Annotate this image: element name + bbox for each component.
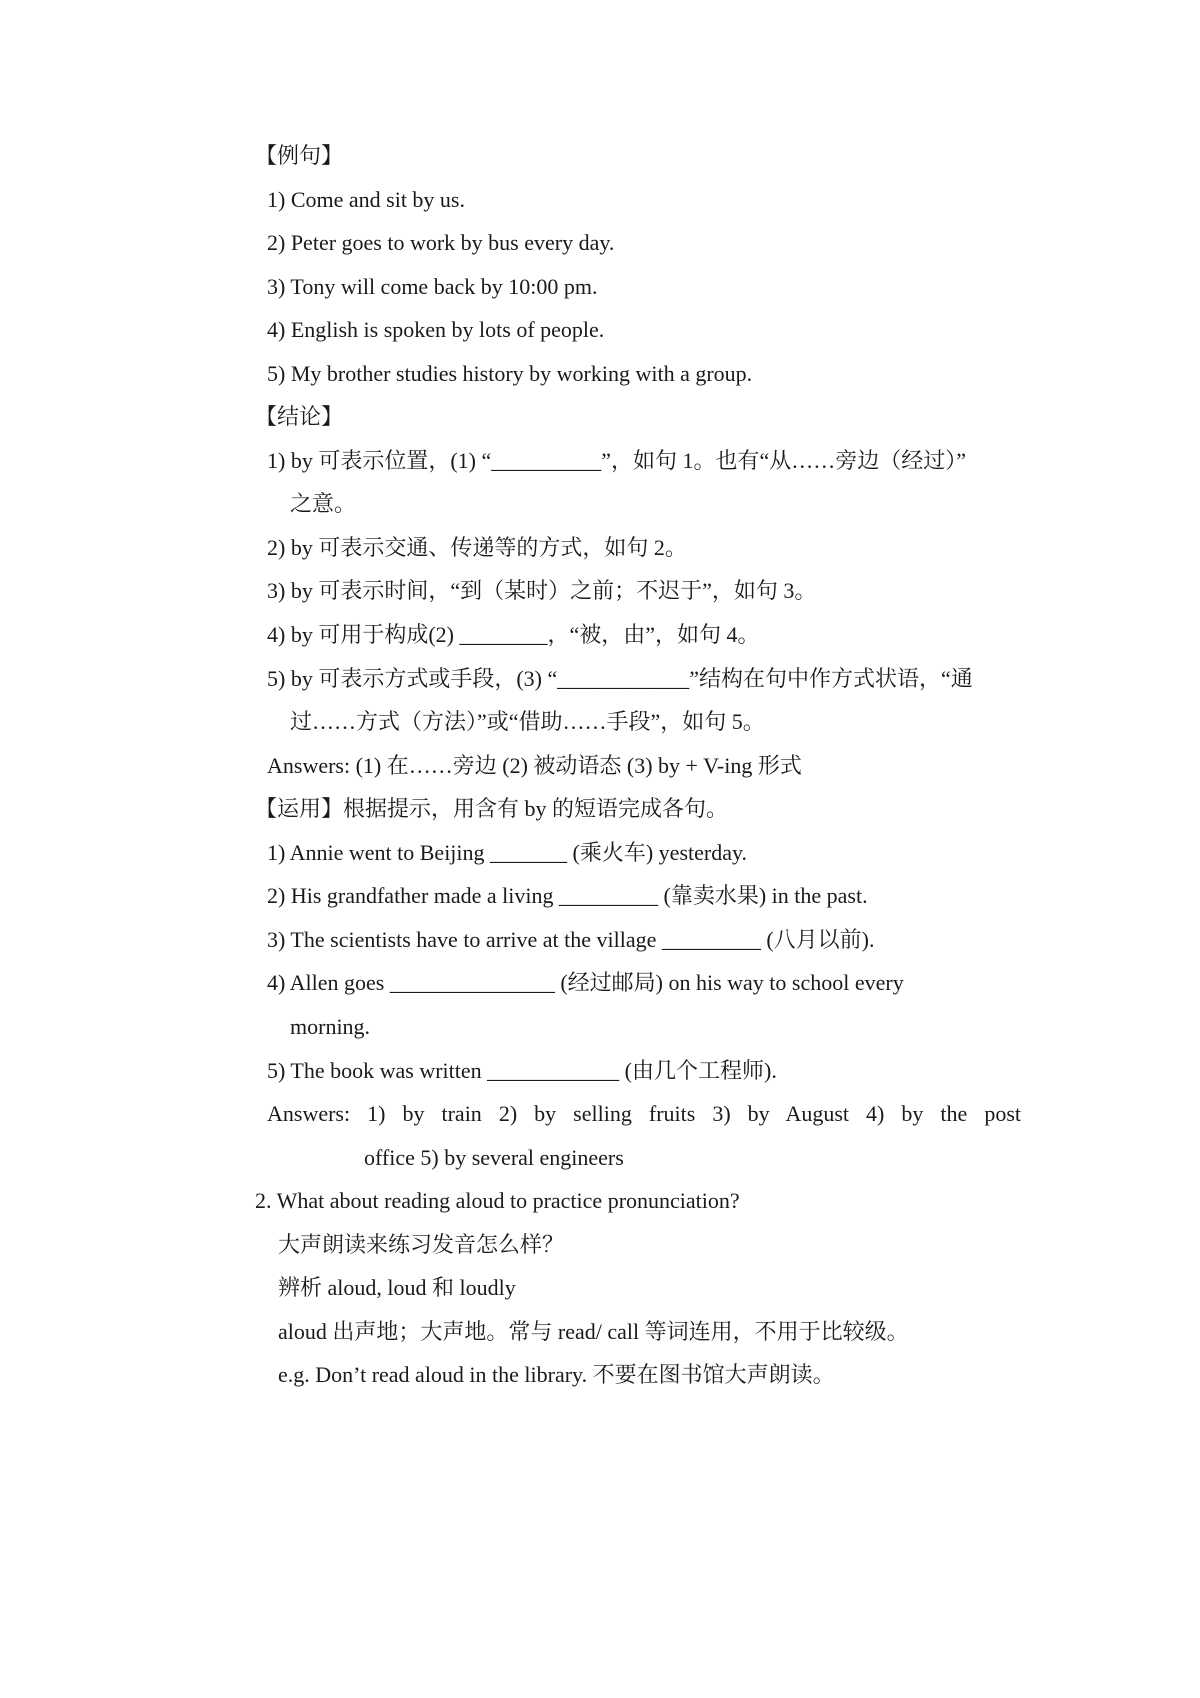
conclusion-item-1: 1) by 可表示位置，(1) “__________”，如句 1。也有“从……旁边（经过）” bbox=[267, 448, 967, 473]
example-sentence-1: 1) Come and sit by us. bbox=[267, 187, 465, 212]
section2-compare: 辨析 aloud, loud 和 loudly bbox=[278, 1275, 516, 1300]
practice-heading: 【运用】根据提示，用含有 by 的短语完成各句。 bbox=[255, 796, 729, 821]
example-sentence-2: 2) Peter goes to work by bus every day. bbox=[267, 230, 615, 255]
section2-translation: 大声朗读来练习发音怎么样？ bbox=[278, 1232, 565, 1257]
conclusion-item-3: 3) by 可表示时间，“到（某时）之前；不迟于”，如句 3。 bbox=[267, 578, 817, 603]
practice-item-3: 3) The scientists have to arrive at the village _________ (八月以前). bbox=[267, 927, 875, 952]
conclusion-item-1-continued: 之意。 bbox=[290, 491, 357, 516]
section2-example: e.g. Don’t read aloud in the library. 不要在图书馆大声朗读。 bbox=[278, 1362, 835, 1387]
example-sentence-5: 5) My brother studies history by working with a group. bbox=[267, 361, 753, 386]
practice-item-2: 2) His grandfather made a living _________ (靠卖水果) in the past. bbox=[267, 883, 868, 908]
conclusion-item-2: 2) by 可表示交通、传递等的方式，如句 2。 bbox=[267, 535, 687, 560]
conclusion-item-4: 4) by 可用于构成(2) ________，“被，由”，如句 4。 bbox=[267, 622, 760, 647]
practice-answers: Answers: 1) by train 2) by selling fruits 3) by August 4) by the post bbox=[267, 1101, 1021, 1126]
practice-item-4-continued: morning. bbox=[290, 1014, 371, 1039]
conclusion-heading: 【结论】 bbox=[255, 404, 344, 429]
example-heading: 【例句】 bbox=[255, 143, 344, 168]
section2-question: 2. What about reading aloud to practice pronunciation? bbox=[255, 1188, 740, 1213]
practice-item-5: 5) The book was written ____________ (由几个工程师). bbox=[267, 1058, 777, 1083]
conclusion-answers: Answers: (1) 在……旁边 (2) 被动语态 (3) by + V-ing 形式 bbox=[267, 753, 802, 778]
section2-definition: aloud 出声地；大声地。常与 read/ call 等词连用，不用于比较级。 bbox=[278, 1319, 909, 1344]
example-sentence-3: 3) Tony will come back by 10:00 pm. bbox=[267, 274, 598, 299]
conclusion-item-5-continued: 过……方式（方法）”或“借助……手段”，如句 5。 bbox=[290, 709, 765, 734]
practice-answers-continued: office 5) by several engineers bbox=[364, 1145, 624, 1170]
example-sentence-4: 4) English is spoken by lots of people. bbox=[267, 317, 605, 342]
conclusion-item-5: 5) by 可表示方式或手段，(3) “____________”结构在句中作方式状语，“通 bbox=[267, 666, 973, 691]
practice-item-1: 1) Annie went to Beijing _______ (乘火车) yesterday. bbox=[267, 840, 748, 865]
practice-item-4: 4) Allen goes _______________ (经过邮局) on his way to school every bbox=[267, 970, 904, 995]
